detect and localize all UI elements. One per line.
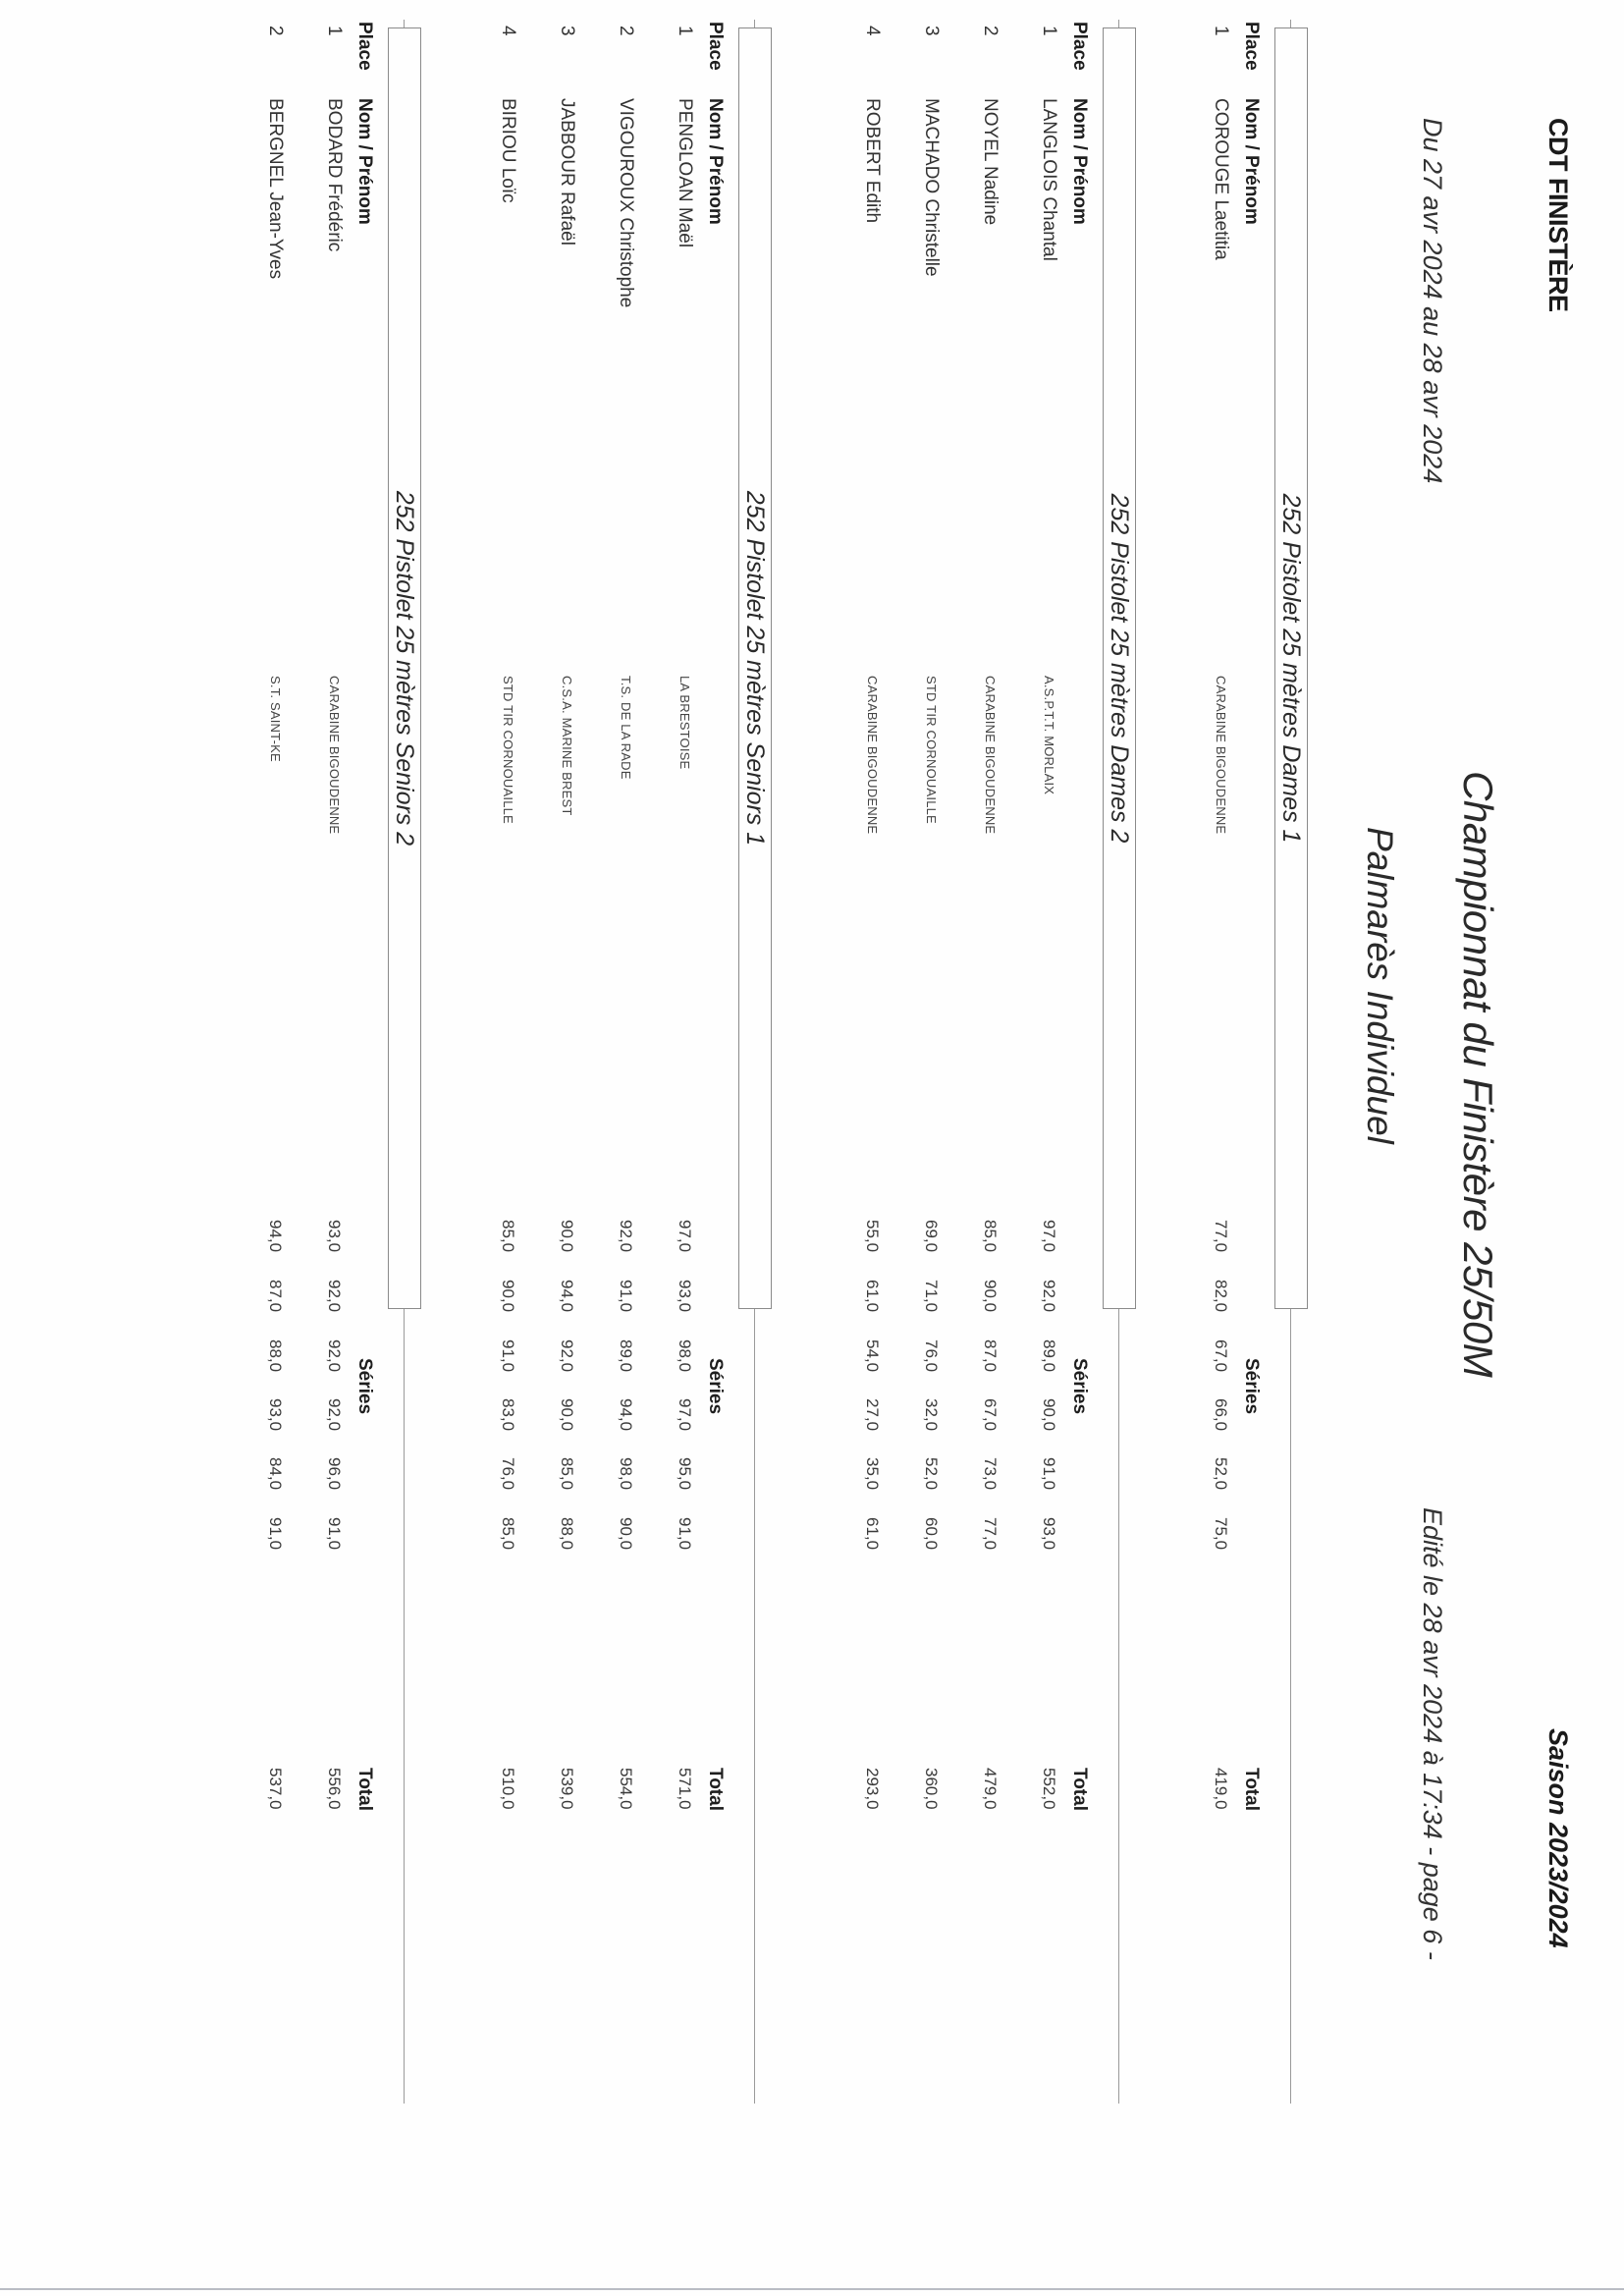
column-header-total: Total bbox=[1241, 1768, 1262, 1811]
series-score-cell: 91,0 bbox=[617, 1280, 635, 1313]
place-cell: 4 bbox=[498, 26, 518, 36]
club-cell: S.T. SAINT-KE bbox=[268, 676, 283, 762]
series-score-cell: 83,0 bbox=[499, 1398, 517, 1432]
column-header-total: Total bbox=[354, 1768, 375, 1811]
column-header-place: Place bbox=[705, 22, 726, 71]
series-score-cell: 90,0 bbox=[558, 1220, 576, 1253]
name-cell: BIRIOU Loïc bbox=[498, 98, 518, 203]
section-title-box bbox=[1103, 27, 1136, 1309]
name-cell: LANGLOIS Chantal bbox=[1039, 98, 1059, 261]
place-cell: 2 bbox=[265, 26, 286, 36]
series-score-cell: 32,0 bbox=[922, 1398, 941, 1432]
total-cell: 552,0 bbox=[1040, 1768, 1058, 1810]
table-row bbox=[548, 0, 577, 2296]
series-score-cell: 97,0 bbox=[676, 1220, 694, 1253]
place-cell: 4 bbox=[862, 26, 883, 36]
total-cell: 360,0 bbox=[922, 1768, 941, 1810]
column-header-series: Séries bbox=[354, 1358, 375, 1415]
series-score-cell: 61,0 bbox=[863, 1517, 882, 1551]
series-score-cell: 76,0 bbox=[499, 1457, 517, 1491]
name-cell: VIGOUROUX Christophe bbox=[616, 98, 636, 308]
series-score-cell: 95,0 bbox=[676, 1457, 694, 1491]
table-row bbox=[1202, 0, 1231, 2296]
section-title: 252 Pistolet 25 mètres Seniors 1 bbox=[741, 490, 769, 847]
series-score-cell: 84,0 bbox=[266, 1457, 285, 1491]
place-cell: 3 bbox=[557, 26, 577, 36]
series-score-cell: 77,0 bbox=[1212, 1220, 1230, 1253]
table-row bbox=[1030, 0, 1059, 2296]
series-score-cell: 98,0 bbox=[676, 1339, 694, 1373]
column-header-total: Total bbox=[705, 1768, 726, 1811]
table-row bbox=[315, 0, 345, 2296]
club-cell: A.S.P.T.T. MORLAIX bbox=[1042, 676, 1056, 795]
series-score-cell: 92,0 bbox=[558, 1339, 576, 1373]
total-cell: 537,0 bbox=[266, 1768, 285, 1810]
series-score-cell: 54,0 bbox=[863, 1339, 882, 1373]
section-title-box bbox=[388, 27, 421, 1309]
series-score-cell: 90,0 bbox=[617, 1517, 635, 1551]
series-score-cell: 88,0 bbox=[266, 1339, 285, 1373]
section-title-box bbox=[1274, 27, 1308, 1309]
document-title: Championnat du Finistère 25/50M bbox=[1455, 771, 1501, 1378]
place-cell: 1 bbox=[675, 26, 695, 36]
name-cell: NOYEL Nadine bbox=[980, 98, 1001, 226]
section-title-box bbox=[738, 27, 772, 1309]
series-score-cell: 71,0 bbox=[922, 1280, 941, 1313]
club-cell: LA BRESTOISE bbox=[677, 676, 692, 770]
total-cell: 554,0 bbox=[617, 1768, 635, 1810]
club-cell: T.S. DE LA RADE bbox=[619, 676, 633, 780]
place-cell: 1 bbox=[1211, 26, 1231, 36]
series-score-cell: 52,0 bbox=[922, 1457, 941, 1491]
club-cell: CARABINE BIGOUDENNE bbox=[327, 676, 342, 835]
series-score-cell: 85,0 bbox=[499, 1517, 517, 1551]
series-score-cell: 92,0 bbox=[1040, 1280, 1058, 1313]
place-cell: 1 bbox=[1039, 26, 1059, 36]
series-score-cell: 76,0 bbox=[922, 1339, 941, 1373]
series-score-cell: 92,0 bbox=[325, 1398, 344, 1432]
section-title: 252 Pistolet 25 mètres Dames 2 bbox=[1106, 493, 1133, 844]
series-score-cell: 98,0 bbox=[617, 1457, 635, 1491]
name-cell: ROBERT Edith bbox=[862, 98, 883, 224]
date-range: Du 27 avr 2024 au 28 avr 2024 bbox=[1418, 118, 1447, 484]
series-score-cell: 60,0 bbox=[922, 1517, 941, 1551]
series-score-cell: 90,0 bbox=[1040, 1398, 1058, 1432]
column-header-total: Total bbox=[1069, 1768, 1090, 1811]
series-score-cell: 35,0 bbox=[863, 1457, 882, 1491]
series-score-cell: 87,0 bbox=[981, 1339, 1000, 1373]
series-score-cell: 94,0 bbox=[558, 1280, 576, 1313]
club-cell: STD TIR CORNOUAILLE bbox=[924, 676, 939, 824]
series-score-cell: 67,0 bbox=[1212, 1339, 1230, 1373]
series-score-cell: 85,0 bbox=[981, 1220, 1000, 1253]
column-header-place: Place bbox=[1069, 22, 1090, 71]
series-score-cell: 93,0 bbox=[1040, 1517, 1058, 1551]
series-score-cell: 92,0 bbox=[325, 1339, 344, 1373]
series-score-cell: 67,0 bbox=[981, 1398, 1000, 1432]
series-score-cell: 89,0 bbox=[1040, 1339, 1058, 1373]
table-row bbox=[912, 0, 942, 2296]
series-score-cell: 90,0 bbox=[558, 1398, 576, 1432]
document-subtitle: Palmarès Individuel bbox=[1360, 827, 1400, 1144]
series-score-cell: 52,0 bbox=[1212, 1457, 1230, 1491]
total-cell: 571,0 bbox=[676, 1768, 694, 1810]
column-header-series: Séries bbox=[1241, 1358, 1262, 1415]
series-score-cell: 96,0 bbox=[325, 1457, 344, 1491]
series-score-cell: 90,0 bbox=[499, 1280, 517, 1313]
edition-info: Edité le 28 avr 2024 à 17:34 - page 6 - bbox=[1418, 1507, 1447, 1960]
name-cell: BODARD Frédéric bbox=[324, 98, 345, 252]
series-score-cell: 97,0 bbox=[1040, 1220, 1058, 1253]
place-cell: 3 bbox=[921, 26, 942, 36]
series-score-cell: 85,0 bbox=[499, 1220, 517, 1253]
series-score-cell: 93,0 bbox=[676, 1280, 694, 1313]
series-score-cell: 77,0 bbox=[981, 1517, 1000, 1551]
table-row bbox=[607, 0, 636, 2296]
total-cell: 556,0 bbox=[325, 1768, 344, 1810]
club-cell: CARABINE BIGOUDENNE bbox=[865, 676, 880, 835]
series-score-cell: 73,0 bbox=[981, 1457, 1000, 1491]
section-title: 252 Pistolet 25 mètres Dames 1 bbox=[1277, 493, 1305, 844]
name-cell: JABBOUR Rafaël bbox=[557, 98, 577, 246]
series-score-cell: 61,0 bbox=[863, 1280, 882, 1313]
column-header-name: Nom / Prénom bbox=[1069, 98, 1090, 225]
total-cell: 293,0 bbox=[863, 1768, 882, 1810]
series-score-cell: 85,0 bbox=[558, 1457, 576, 1491]
series-score-cell: 93,0 bbox=[325, 1220, 344, 1253]
column-header-series: Séries bbox=[1069, 1358, 1090, 1415]
series-score-cell: 94,0 bbox=[617, 1398, 635, 1432]
series-score-cell: 88,0 bbox=[558, 1517, 576, 1551]
column-header-name: Nom / Prénom bbox=[1241, 98, 1262, 225]
club-cell: C.S.A. MARINE BREST bbox=[560, 676, 574, 816]
table-row bbox=[666, 0, 695, 2296]
column-header-place: Place bbox=[1241, 22, 1262, 71]
column-header-name: Nom / Prénom bbox=[354, 98, 375, 225]
series-score-cell: 91,0 bbox=[499, 1339, 517, 1373]
name-cell: MACHADO Christelle bbox=[921, 98, 942, 277]
series-score-cell: 75,0 bbox=[1212, 1517, 1230, 1551]
total-cell: 510,0 bbox=[499, 1768, 517, 1810]
column-header-series: Séries bbox=[705, 1358, 726, 1415]
series-score-cell: 92,0 bbox=[617, 1220, 635, 1253]
series-score-cell: 27,0 bbox=[863, 1398, 882, 1432]
place-cell: 1 bbox=[324, 26, 345, 36]
total-cell: 419,0 bbox=[1212, 1768, 1230, 1810]
series-score-cell: 91,0 bbox=[676, 1517, 694, 1551]
series-score-cell: 89,0 bbox=[617, 1339, 635, 1373]
table-row bbox=[971, 0, 1001, 2296]
series-score-cell: 90,0 bbox=[981, 1280, 1000, 1313]
total-cell: 479,0 bbox=[981, 1768, 1000, 1810]
table-row bbox=[256, 0, 286, 2296]
section-title: 252 Pistolet 25 mètres Seniors 2 bbox=[391, 490, 418, 847]
series-score-cell: 66,0 bbox=[1212, 1398, 1230, 1432]
series-score-cell: 91,0 bbox=[1040, 1457, 1058, 1491]
series-score-cell: 87,0 bbox=[266, 1280, 285, 1313]
club-cell: CARABINE BIGOUDENNE bbox=[983, 676, 998, 835]
series-score-cell: 91,0 bbox=[266, 1517, 285, 1551]
organization-name: CDT FINISTÈRE bbox=[1543, 118, 1573, 312]
club-cell: CARABINE BIGOUDENNE bbox=[1214, 676, 1228, 835]
series-score-cell: 69,0 bbox=[922, 1220, 941, 1253]
series-score-cell: 97,0 bbox=[676, 1398, 694, 1432]
table-row bbox=[853, 0, 883, 2296]
column-header-name: Nom / Prénom bbox=[705, 98, 726, 225]
place-cell: 2 bbox=[616, 26, 636, 36]
series-score-cell: 93,0 bbox=[266, 1398, 285, 1432]
series-score-cell: 55,0 bbox=[863, 1220, 882, 1253]
name-cell: BERGNEL Jean-Yves bbox=[265, 98, 286, 280]
table-row bbox=[489, 0, 518, 2296]
season-label: Saison 2023/2024 bbox=[1543, 1728, 1573, 1948]
scan-edge-line bbox=[0, 2288, 1624, 2290]
club-cell: STD TIR CORNOUAILLE bbox=[501, 676, 515, 824]
series-score-cell: 91,0 bbox=[325, 1517, 344, 1551]
series-score-cell: 94,0 bbox=[266, 1220, 285, 1253]
name-cell: COROUGE Laetitia bbox=[1211, 98, 1231, 260]
column-header-place: Place bbox=[354, 22, 375, 71]
total-cell: 539,0 bbox=[558, 1768, 576, 1810]
series-score-cell: 82,0 bbox=[1212, 1280, 1230, 1313]
name-cell: PENGLOAN Maël bbox=[675, 98, 695, 248]
series-score-cell: 92,0 bbox=[325, 1280, 344, 1313]
place-cell: 2 bbox=[980, 26, 1001, 36]
